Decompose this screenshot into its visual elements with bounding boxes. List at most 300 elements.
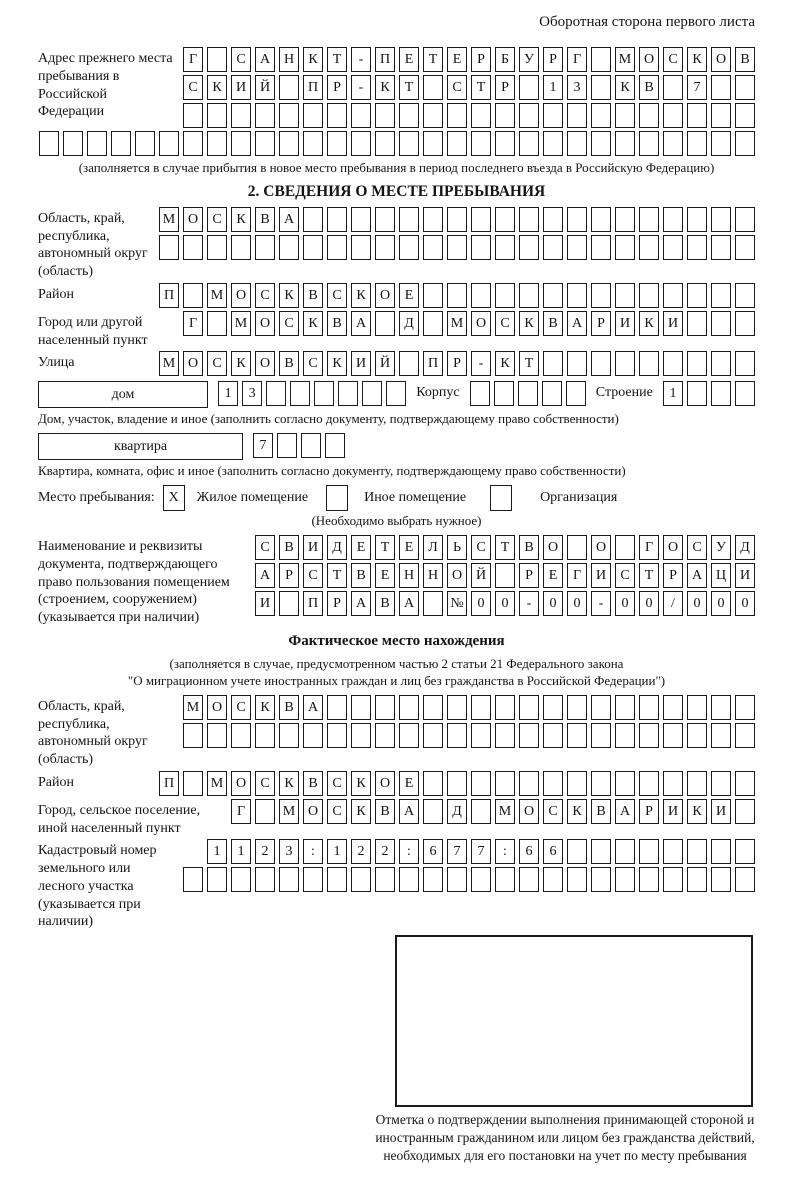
checkbox-organizatsiya[interactable] — [490, 485, 512, 511]
char-box[interactable] — [375, 207, 395, 232]
char-box[interactable] — [303, 723, 323, 748]
char-box[interactable] — [735, 723, 755, 748]
char-box[interactable] — [255, 723, 275, 748]
char-box[interactable]: Т — [519, 351, 539, 376]
char-box[interactable] — [567, 839, 587, 864]
char-box[interactable] — [495, 103, 515, 128]
char-box[interactable] — [495, 563, 515, 588]
char-box[interactable]: С — [207, 351, 227, 376]
char-box[interactable] — [591, 351, 611, 376]
char-box[interactable] — [663, 723, 683, 748]
checkbox-inoe-pomeshchenie[interactable] — [326, 485, 348, 511]
char-box[interactable] — [687, 207, 707, 232]
char-box[interactable]: И — [663, 799, 683, 824]
char-box[interactable]: О — [303, 799, 323, 824]
char-box[interactable]: С — [471, 535, 491, 560]
char-box[interactable]: Е — [351, 535, 371, 560]
char-box[interactable] — [495, 131, 515, 156]
char-box[interactable] — [519, 207, 539, 232]
char-box[interactable]: П — [159, 283, 179, 308]
char-box[interactable] — [351, 695, 371, 720]
char-box[interactable] — [663, 207, 683, 232]
char-box[interactable] — [735, 207, 755, 232]
char-box[interactable] — [63, 131, 83, 156]
char-box[interactable]: И — [663, 311, 683, 336]
char-box[interactable] — [735, 839, 755, 864]
kvartira-labeled-box[interactable] — [38, 433, 243, 460]
char-box[interactable] — [399, 867, 419, 892]
char-box[interactable] — [615, 839, 635, 864]
char-box[interactable] — [591, 75, 611, 100]
char-box[interactable] — [543, 867, 563, 892]
char-box[interactable]: И — [231, 75, 251, 100]
char-box[interactable] — [423, 723, 443, 748]
char-box[interactable]: О — [447, 563, 467, 588]
char-box[interactable] — [423, 207, 443, 232]
char-box[interactable] — [290, 381, 310, 406]
char-box[interactable] — [519, 771, 539, 796]
char-box[interactable] — [567, 235, 587, 260]
char-box[interactable]: А — [255, 563, 275, 588]
char-box[interactable]: М — [615, 47, 635, 72]
char-box[interactable] — [567, 207, 587, 232]
char-box[interactable] — [471, 283, 491, 308]
char-box[interactable]: С — [183, 75, 203, 100]
char-box[interactable]: 2 — [351, 839, 371, 864]
char-box[interactable] — [471, 771, 491, 796]
char-box[interactable]: Е — [447, 47, 467, 72]
char-box[interactable]: О — [375, 283, 395, 308]
char-box[interactable] — [687, 311, 707, 336]
char-box[interactable] — [543, 103, 563, 128]
char-box[interactable] — [207, 723, 227, 748]
char-box[interactable]: - — [591, 591, 611, 616]
char-box[interactable] — [567, 771, 587, 796]
char-box[interactable] — [327, 207, 347, 232]
char-box[interactable]: И — [351, 351, 371, 376]
char-box[interactable] — [567, 695, 587, 720]
char-box[interactable] — [567, 283, 587, 308]
char-box[interactable] — [399, 131, 419, 156]
char-box[interactable]: С — [255, 535, 275, 560]
char-box[interactable] — [615, 695, 635, 720]
char-box[interactable] — [519, 235, 539, 260]
char-box[interactable] — [423, 75, 443, 100]
char-box[interactable] — [314, 381, 334, 406]
char-box[interactable] — [207, 103, 227, 128]
char-box[interactable]: Т — [327, 563, 347, 588]
char-box[interactable] — [735, 867, 755, 892]
char-box[interactable] — [687, 351, 707, 376]
char-box[interactable] — [495, 207, 515, 232]
char-box[interactable] — [543, 131, 563, 156]
char-box[interactable]: А — [351, 591, 371, 616]
char-box[interactable]: К — [255, 695, 275, 720]
char-box[interactable] — [711, 695, 731, 720]
char-box[interactable] — [494, 381, 514, 406]
char-box[interactable] — [663, 695, 683, 720]
char-box[interactable]: К — [351, 799, 371, 824]
char-box[interactable]: О — [231, 283, 251, 308]
char-box[interactable]: У — [519, 47, 539, 72]
char-box[interactable]: 7 — [687, 75, 707, 100]
char-box[interactable] — [639, 839, 659, 864]
char-box[interactable]: П — [303, 75, 323, 100]
char-box[interactable]: А — [615, 799, 635, 824]
char-box[interactable] — [639, 131, 659, 156]
char-box[interactable] — [663, 351, 683, 376]
char-box[interactable] — [663, 235, 683, 260]
char-box[interactable] — [375, 311, 395, 336]
char-box[interactable]: С — [303, 351, 323, 376]
char-box[interactable]: В — [327, 311, 347, 336]
char-box[interactable] — [351, 723, 371, 748]
char-box[interactable]: - — [351, 47, 371, 72]
char-box[interactable] — [711, 381, 731, 406]
char-box[interactable]: 0 — [543, 591, 563, 616]
char-box[interactable] — [255, 103, 275, 128]
char-box[interactable] — [495, 235, 515, 260]
char-box[interactable]: И — [711, 799, 731, 824]
char-box[interactable] — [687, 381, 707, 406]
char-box[interactable] — [447, 723, 467, 748]
char-box[interactable] — [735, 381, 755, 406]
char-box[interactable] — [639, 695, 659, 720]
char-box[interactable]: 0 — [735, 591, 755, 616]
char-box[interactable]: С — [303, 563, 323, 588]
char-box[interactable] — [591, 771, 611, 796]
char-box[interactable]: О — [255, 351, 275, 376]
char-box[interactable] — [735, 351, 755, 376]
char-box[interactable]: Б — [495, 47, 515, 72]
char-box[interactable] — [327, 131, 347, 156]
char-box[interactable]: Т — [495, 535, 515, 560]
char-box[interactable]: С — [447, 75, 467, 100]
char-box[interactable] — [567, 351, 587, 376]
char-box[interactable] — [303, 867, 323, 892]
char-box[interactable] — [687, 235, 707, 260]
char-box[interactable] — [495, 771, 515, 796]
char-box[interactable] — [615, 103, 635, 128]
char-box[interactable] — [362, 381, 382, 406]
char-box[interactable] — [375, 235, 395, 260]
char-box[interactable]: О — [207, 695, 227, 720]
char-box[interactable]: : — [495, 839, 515, 864]
char-box[interactable]: Р — [591, 311, 611, 336]
char-box[interactable] — [279, 103, 299, 128]
char-box[interactable] — [327, 103, 347, 128]
char-box[interactable]: 0 — [495, 591, 515, 616]
char-box[interactable] — [471, 723, 491, 748]
char-box[interactable]: М — [207, 771, 227, 796]
char-box[interactable]: К — [231, 207, 251, 232]
char-box[interactable] — [711, 103, 731, 128]
char-box[interactable] — [303, 235, 323, 260]
char-box[interactable] — [399, 207, 419, 232]
char-box[interactable] — [447, 283, 467, 308]
char-box[interactable] — [615, 207, 635, 232]
char-box[interactable]: М — [159, 351, 179, 376]
char-box[interactable]: К — [615, 75, 635, 100]
char-box[interactable] — [423, 283, 443, 308]
char-box[interactable] — [159, 235, 179, 260]
char-box[interactable] — [266, 381, 286, 406]
char-box[interactable]: № — [447, 591, 467, 616]
char-box[interactable] — [687, 867, 707, 892]
char-box[interactable] — [711, 771, 731, 796]
char-box[interactable] — [639, 283, 659, 308]
char-box[interactable] — [663, 131, 683, 156]
char-box[interactable]: Т — [471, 75, 491, 100]
char-box[interactable] — [231, 131, 251, 156]
char-box[interactable] — [303, 207, 323, 232]
char-box[interactable] — [711, 311, 731, 336]
char-box[interactable]: К — [519, 311, 539, 336]
char-box[interactable]: 0 — [567, 591, 587, 616]
char-box[interactable] — [207, 867, 227, 892]
char-box[interactable]: М — [207, 283, 227, 308]
char-box[interactable]: О — [231, 771, 251, 796]
char-box[interactable]: Р — [519, 563, 539, 588]
char-box[interactable] — [471, 131, 491, 156]
char-box[interactable] — [735, 103, 755, 128]
char-box[interactable]: 1 — [663, 381, 683, 406]
char-box[interactable]: П — [303, 591, 323, 616]
char-box[interactable]: В — [279, 351, 299, 376]
char-box[interactable]: В — [519, 535, 539, 560]
char-box[interactable] — [591, 283, 611, 308]
char-box[interactable] — [279, 723, 299, 748]
char-box[interactable]: О — [591, 535, 611, 560]
char-box[interactable] — [351, 235, 371, 260]
char-box[interactable]: М — [279, 799, 299, 824]
char-box[interactable]: С — [615, 563, 635, 588]
char-box[interactable] — [495, 723, 515, 748]
char-box[interactable]: А — [279, 207, 299, 232]
char-box[interactable] — [735, 131, 755, 156]
char-box[interactable] — [711, 207, 731, 232]
char-box[interactable] — [255, 799, 275, 824]
char-box[interactable] — [423, 103, 443, 128]
char-box[interactable]: 3 — [242, 381, 262, 406]
char-box[interactable] — [135, 131, 155, 156]
char-box[interactable]: Г — [183, 47, 203, 72]
char-box[interactable]: С — [231, 47, 251, 72]
char-box[interactable]: Д — [399, 311, 419, 336]
char-box[interactable]: Е — [375, 563, 395, 588]
char-box[interactable] — [711, 723, 731, 748]
char-box[interactable] — [663, 771, 683, 796]
char-box[interactable] — [735, 771, 755, 796]
char-box[interactable] — [663, 75, 683, 100]
char-box[interactable] — [183, 103, 203, 128]
char-box[interactable]: Т — [423, 47, 443, 72]
char-box[interactable] — [471, 235, 491, 260]
char-box[interactable]: Н — [399, 563, 419, 588]
char-box[interactable] — [687, 771, 707, 796]
char-box[interactable] — [735, 75, 755, 100]
char-box[interactable] — [711, 283, 731, 308]
char-box[interactable] — [471, 103, 491, 128]
char-box[interactable] — [567, 723, 587, 748]
char-box[interactable]: Г — [639, 535, 659, 560]
char-box[interactable] — [591, 207, 611, 232]
char-box[interactable]: О — [663, 535, 683, 560]
char-box[interactable]: Р — [279, 563, 299, 588]
char-box[interactable] — [711, 839, 731, 864]
char-box[interactable]: - — [471, 351, 491, 376]
char-box[interactable] — [279, 131, 299, 156]
char-box[interactable] — [519, 75, 539, 100]
char-box[interactable] — [639, 235, 659, 260]
char-box[interactable] — [375, 867, 395, 892]
char-box[interactable]: 6 — [423, 839, 443, 864]
char-box[interactable]: К — [375, 75, 395, 100]
char-box[interactable] — [183, 867, 203, 892]
char-box[interactable] — [375, 723, 395, 748]
char-box[interactable] — [301, 433, 321, 458]
char-box[interactable] — [255, 235, 275, 260]
char-box[interactable] — [591, 131, 611, 156]
char-box[interactable] — [639, 723, 659, 748]
char-box[interactable]: 2 — [255, 839, 275, 864]
char-box[interactable] — [495, 867, 515, 892]
char-box[interactable]: Р — [543, 47, 563, 72]
char-box[interactable]: Р — [447, 351, 467, 376]
char-box[interactable] — [231, 723, 251, 748]
char-box[interactable]: 3 — [567, 75, 587, 100]
char-box[interactable] — [207, 311, 227, 336]
char-box[interactable] — [591, 235, 611, 260]
char-box[interactable] — [567, 867, 587, 892]
char-box[interactable] — [687, 103, 707, 128]
char-box[interactable]: 0 — [711, 591, 731, 616]
char-box[interactable]: К — [351, 283, 371, 308]
char-box[interactable] — [399, 235, 419, 260]
char-box[interactable] — [615, 351, 635, 376]
char-box[interactable] — [495, 283, 515, 308]
char-box[interactable] — [231, 235, 251, 260]
char-box[interactable]: 7 — [471, 839, 491, 864]
char-box[interactable] — [687, 839, 707, 864]
char-box[interactable] — [338, 381, 358, 406]
char-box[interactable] — [566, 381, 586, 406]
char-box[interactable]: М — [447, 311, 467, 336]
char-box[interactable]: К — [279, 771, 299, 796]
char-box[interactable]: С — [687, 535, 707, 560]
char-box[interactable] — [327, 235, 347, 260]
char-box[interactable]: 0 — [471, 591, 491, 616]
char-box[interactable] — [543, 351, 563, 376]
char-box[interactable]: 1 — [218, 381, 238, 406]
char-box[interactable] — [591, 723, 611, 748]
char-box[interactable] — [591, 839, 611, 864]
char-box[interactable]: П — [375, 47, 395, 72]
char-box[interactable]: 0 — [639, 591, 659, 616]
char-box[interactable] — [471, 799, 491, 824]
char-box[interactable]: П — [423, 351, 443, 376]
char-box[interactable] — [399, 695, 419, 720]
char-box[interactable] — [423, 131, 443, 156]
char-box[interactable]: 1 — [327, 839, 347, 864]
char-box[interactable]: И — [591, 563, 611, 588]
char-box[interactable] — [663, 103, 683, 128]
char-box[interactable]: К — [279, 283, 299, 308]
char-box[interactable]: М — [231, 311, 251, 336]
char-box[interactable]: И — [735, 563, 755, 588]
char-box[interactable] — [543, 283, 563, 308]
char-box[interactable] — [542, 381, 562, 406]
char-box[interactable]: К — [327, 351, 347, 376]
char-box[interactable]: 0 — [615, 591, 635, 616]
char-box[interactable] — [39, 131, 59, 156]
char-box[interactable] — [711, 75, 731, 100]
char-box[interactable] — [183, 235, 203, 260]
char-box[interactable] — [447, 207, 467, 232]
char-box[interactable] — [519, 103, 539, 128]
char-box[interactable]: К — [303, 47, 323, 72]
char-box[interactable] — [518, 381, 538, 406]
char-box[interactable]: Т — [639, 563, 659, 588]
char-box[interactable] — [255, 867, 275, 892]
char-box[interactable] — [543, 695, 563, 720]
char-box[interactable]: О — [639, 47, 659, 72]
char-box[interactable] — [423, 695, 443, 720]
char-box[interactable] — [447, 771, 467, 796]
char-box[interactable] — [735, 695, 755, 720]
char-box[interactable] — [519, 695, 539, 720]
char-box[interactable]: И — [255, 591, 275, 616]
char-box[interactable]: С — [495, 311, 515, 336]
char-box[interactable] — [447, 103, 467, 128]
char-box[interactable] — [663, 867, 683, 892]
char-box[interactable] — [375, 131, 395, 156]
char-box[interactable]: Й — [255, 75, 275, 100]
char-box[interactable] — [423, 771, 443, 796]
char-box[interactable]: Ь — [447, 535, 467, 560]
char-box[interactable] — [519, 283, 539, 308]
char-box[interactable] — [183, 283, 203, 308]
char-box[interactable] — [639, 103, 659, 128]
char-box[interactable]: М — [495, 799, 515, 824]
char-box[interactable]: С — [327, 799, 347, 824]
char-box[interactable] — [351, 207, 371, 232]
char-box[interactable]: Г — [231, 799, 251, 824]
char-box[interactable] — [447, 131, 467, 156]
char-box[interactable]: К — [639, 311, 659, 336]
char-box[interactable]: В — [375, 799, 395, 824]
char-box[interactable] — [687, 695, 707, 720]
char-box[interactable]: В — [351, 563, 371, 588]
char-box[interactable]: Е — [399, 47, 419, 72]
char-box[interactable]: Й — [375, 351, 395, 376]
char-box[interactable] — [303, 131, 323, 156]
char-box[interactable]: : — [303, 839, 323, 864]
char-box[interactable] — [687, 723, 707, 748]
char-box[interactable] — [207, 131, 227, 156]
char-box[interactable]: В — [543, 311, 563, 336]
char-box[interactable] — [279, 867, 299, 892]
char-box[interactable] — [519, 723, 539, 748]
char-box[interactable]: И — [303, 535, 323, 560]
char-box[interactable] — [303, 103, 323, 128]
char-box[interactable] — [111, 131, 131, 156]
char-box[interactable]: Д — [735, 535, 755, 560]
char-box[interactable] — [325, 433, 345, 458]
char-box[interactable] — [639, 207, 659, 232]
char-box[interactable]: Г — [567, 47, 587, 72]
char-box[interactable]: У — [711, 535, 731, 560]
